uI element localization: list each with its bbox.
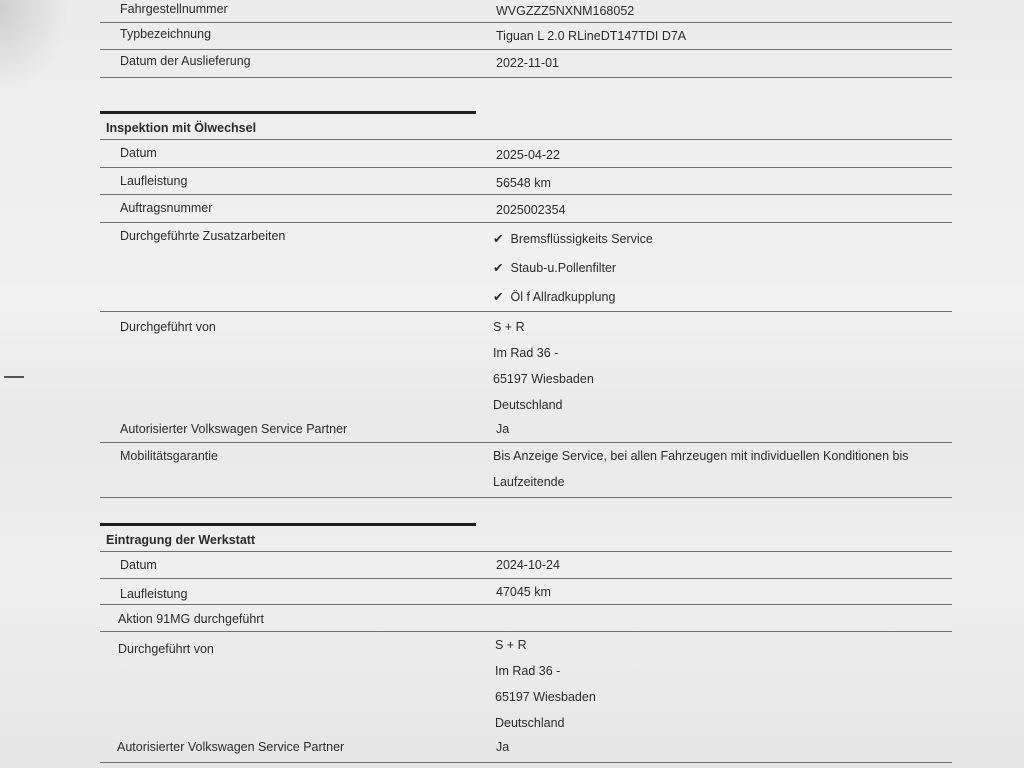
vin-value: WVGZZZ5NXNM168052 [496,4,635,18]
table-row [100,416,952,443]
section-title: Inspektion mit Ölwechsel [100,114,952,140]
date-label: Datum [120,558,157,572]
paper-shadow [0,0,70,90]
vin-label: Fahrgestellnummer [120,2,228,16]
date-value: 2025-04-22 [496,148,560,162]
table-row [100,168,952,195]
order-number-value: 2025002354 [496,203,566,217]
list-item: ✔ Bremsflüssigkeits Service [493,232,653,246]
table-row [100,605,952,632]
mileage-label: Laufleistung [120,587,188,601]
workshop-section [100,523,952,763]
service-partner-value: Ja [496,740,510,754]
performed-by-address: S + R Im Rad 36 - 65197 Wiesbaden Deutschland [493,320,594,412]
date-label: Datum [120,146,157,160]
extra-work-list [493,231,653,318]
performed-by-address: S + R Im Rad 36 - 65197 Wiesbaden Deutschland [495,638,596,730]
delivery-date-label: Datum der Auslieferung [120,54,251,68]
table-row [100,0,952,23]
table-row [100,736,952,763]
checkmark-icon: ✔ [493,232,504,246]
list-item: ✔ Staub-u.Pollenfilter [493,261,617,275]
list-item: ✔ Öl f Allradkupplung [493,290,616,304]
section-title: Eintragung der Werkstatt [100,526,952,552]
table-row [100,195,952,223]
mobility-guarantee-label: Mobilitätsgarantie [120,449,218,463]
table-row [100,140,952,168]
performed-by-label: Durchgeführt von [118,642,214,656]
service-partner-value: Ja [496,422,510,436]
table-row [100,50,952,78]
mobility-guarantee-value: Bis Anzeige Service, bei allen Fahrzeugen mit individuellen Konditionen bis Laufzeitende [493,449,909,489]
type-value: Tiguan L 2.0 RLineDT147TDI D7A [496,29,687,43]
table-row [100,312,952,416]
date-value: 2024-10-24 [496,558,560,572]
order-number-label: Auftragsnummer [120,201,213,215]
performed-by-label: Durchgeführt von [120,320,216,334]
campaign-label: Aktion 91MG durchgeführt [118,612,264,626]
table-row [100,552,952,579]
table-row [100,632,952,736]
mileage-label: Laufleistung [120,174,188,188]
mileage-value: 47045 km [496,585,551,599]
checkmark-icon: ✔ [493,261,504,275]
mileage-value: 56548 km [496,176,551,190]
checkmark-icon: ✔ [493,290,504,304]
table-row [100,443,952,498]
extra-work-label: Durchgeführte Zusatzarbeiten [120,229,286,243]
service-partner-label: Autorisierter Volkswagen Service Partner [120,422,348,436]
service-partner-label: Autorisierter Volkswagen Service Partner [117,740,345,754]
table-row [100,579,952,605]
table-row [100,223,952,312]
table-row [100,23,952,50]
margin-mark [4,376,24,378]
inspection-section [100,111,952,498]
delivery-date-value: 2022-11-01 [496,56,560,70]
type-label: Typbezeichnung [120,27,212,41]
vehicle-info-table [100,0,952,78]
